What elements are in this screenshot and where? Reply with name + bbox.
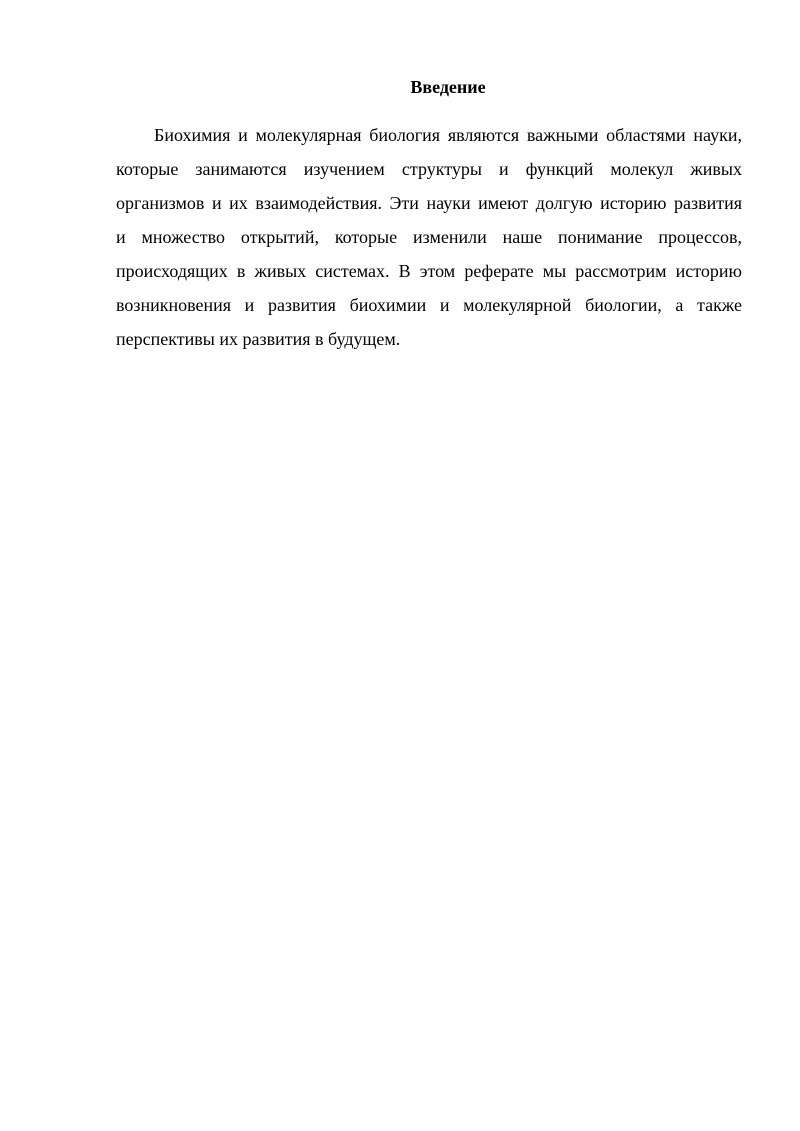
paragraph-line: происходящих в живых системах. В этом реферате мы рассмотрим историю (116, 261, 742, 281)
paragraph-line: организмов и их взаимодействия. Эти науки имеют долгую историю развития (116, 193, 742, 213)
section-heading: Введение (410, 77, 486, 97)
paragraph-line: перспективы их развития в будущем. (116, 329, 401, 349)
intro-paragraph (116, 118, 742, 356)
paragraph-line: Биохимия и молекулярная биология являются важными областями науки, (154, 125, 742, 145)
paragraph-line: которые занимаются изучением структуры и функций молекул живых (116, 159, 742, 179)
paragraph-line: и множество открытий, которые изменили наше понимание процессов, (116, 227, 742, 247)
paragraph-line: возникновения и развития биохимии и молекулярной биологии, а также (116, 295, 742, 315)
